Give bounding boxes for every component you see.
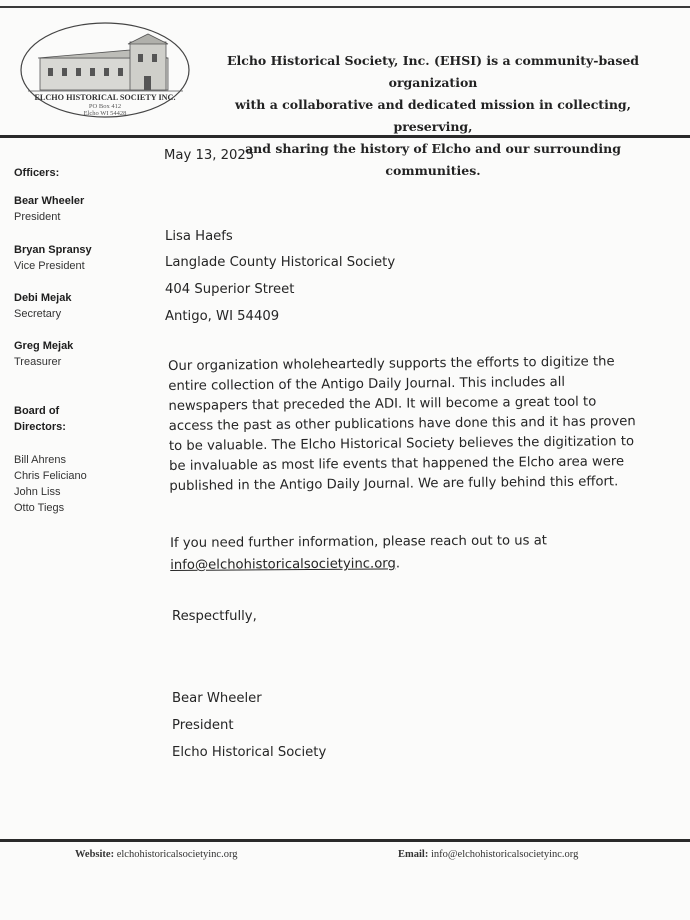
officer-entry	[14, 193, 84, 225]
signature-name: Bear Wheeler	[172, 691, 262, 706]
footer-email-label: Email:	[398, 849, 429, 860]
footer-website-link[interactable]: elchohistoricalsocietyinc.org	[116, 849, 238, 860]
letter-date: May 13, 2025	[164, 148, 255, 163]
society-logo	[18, 20, 193, 120]
header-rule	[0, 135, 690, 138]
body-line: newspapers that preceded the ADI. It will become a great tool to	[168, 394, 597, 414]
contact-paragraph	[170, 530, 630, 577]
director-name: Bill Ahrens	[14, 454, 66, 466]
officer-name: Debi Mejak	[14, 292, 72, 304]
contact-email-suffix: .	[395, 556, 401, 572]
officer-entry	[14, 242, 92, 274]
recipient-city: Antigo, WI 54409	[165, 309, 280, 324]
building-logo-icon	[18, 20, 193, 120]
board-heading	[14, 403, 66, 435]
top-rule	[0, 6, 690, 8]
footer-website-label: Website:	[75, 849, 115, 860]
officer-title: Secretary	[14, 308, 62, 320]
officer-title: Vice President	[14, 260, 85, 272]
salutation: Respectfully,	[172, 609, 257, 624]
board-heading-line: Board of	[14, 405, 60, 417]
officer-entry	[14, 290, 71, 322]
recipient-name: Lisa Haefs	[165, 229, 233, 244]
director-name: Otto Tiegs	[14, 502, 65, 514]
logo-address-2: Elcho WI 54428	[83, 110, 127, 117]
body-line: published in the Antigo Daily Journal. We are fully behind this effort.	[169, 474, 619, 494]
body-line: entire collection of the Antigo Daily Journal. This includes all	[168, 374, 566, 394]
director-name: John Liss	[14, 486, 61, 498]
mission-line: Elcho Historical Society, Inc. (EHSI) is a community-based organization	[226, 53, 640, 90]
letter-body	[168, 352, 659, 497]
contact-line: If you need further information, please reach out to us at	[170, 533, 548, 551]
body-line: Our organization wholeheartedly supports the efforts to digitize the	[168, 354, 615, 374]
director-name: Chris Feliciano	[14, 470, 87, 482]
body-line: access the past as other publications have done this and it has proven	[168, 414, 636, 434]
footer-rule	[0, 839, 690, 842]
officer-name: Greg Mejak	[14, 340, 74, 352]
contact-email-line	[170, 552, 630, 577]
recipient-street: 404 Superior Street	[165, 282, 295, 297]
body-line: to be valuable. The Elcho Historical Society believes the digitization to	[168, 434, 635, 454]
logo-text	[34, 93, 175, 117]
footer-email	[398, 849, 578, 860]
board-heading-line: Directors:	[14, 421, 66, 433]
mission-statement	[198, 50, 668, 182]
officer-title: President	[14, 211, 61, 223]
officer-entry	[14, 338, 73, 370]
mission-line: and sharing the history of Elcho and our surrounding communities.	[245, 141, 621, 178]
officers-heading: Officers:	[14, 167, 60, 179]
officer-title: Treasurer	[14, 356, 62, 368]
logo-address-1: PO Box 412	[88, 103, 122, 110]
footer-email-link[interactable]: info@elchohistoricalsocietyinc.org	[430, 849, 579, 860]
officer-name: Bryan Spransy	[14, 244, 92, 256]
mission-line: with a collaborative and dedicated mission in collecting, preserving,	[234, 97, 632, 134]
contact-email-link[interactable]: info@elchohistoricalsocietyinc.org	[170, 556, 396, 573]
officer-name: Bear Wheeler	[14, 195, 85, 207]
signature-organization: Elcho Historical Society	[172, 745, 327, 760]
logo-name-text: ELCHO HISTORICAL SOCIETY INC.	[34, 93, 176, 102]
body-line: be invaluable as most life events that happened the Elcho area were	[169, 454, 625, 474]
recipient-organization: Langlade County Historical Society	[165, 255, 396, 270]
signature-title: President	[172, 718, 234, 733]
directors-list	[14, 452, 87, 516]
footer-website	[75, 849, 238, 860]
